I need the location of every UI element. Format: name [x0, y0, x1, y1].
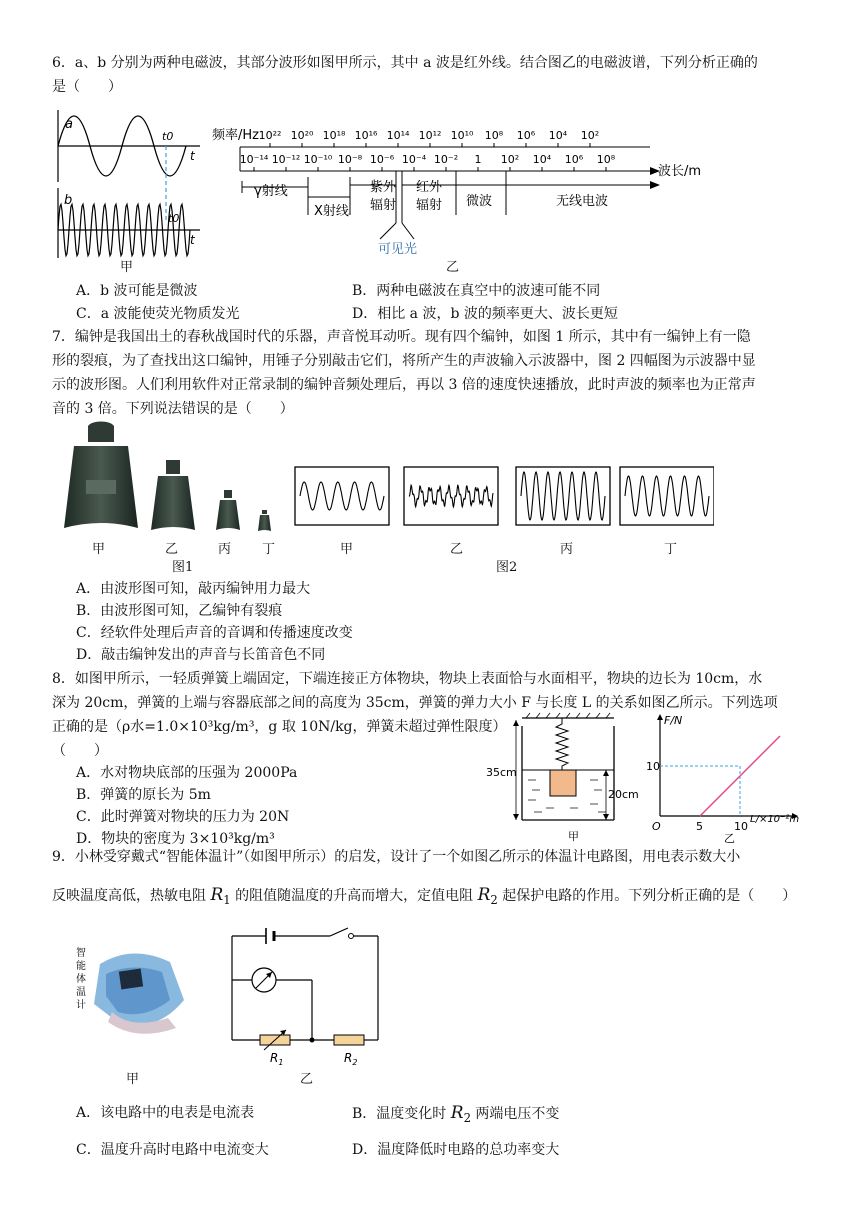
q8-figure-jia — [486, 712, 646, 846]
q6-stem-line2: 是（ ） — [52, 79, 122, 95]
bell-ding — [258, 510, 271, 531]
band-ir-line1: 红外 — [416, 180, 443, 195]
dim-35cm: 35cm — [486, 766, 517, 779]
resistor-r2 — [334, 1035, 364, 1045]
wave-tick-label: 10⁻⁴ — [401, 153, 427, 166]
q7-bell-label-ding: 丁 — [262, 542, 276, 557]
band-visible: 可见光 — [378, 242, 418, 255]
band-uv-line1: 紫外 — [370, 180, 397, 195]
device-label-char: 能 — [76, 961, 86, 972]
graph-y10: 10 — [646, 760, 660, 773]
q6-option-c: C．a 波能使荧光物质发光 — [76, 306, 240, 322]
q6-option-b: B．两种电磁波在真空中的波速可能不同 — [352, 283, 601, 299]
device-label-char: 体 — [76, 974, 86, 985]
q9-stem-line2: 反映温度高低，热敏电阻 $R_1$ 的阻值随温度的升高而增大，定值电阻 $R_2$ 起保护电路的作用。下列分析正确的是（ ） — [52, 885, 797, 907]
band-microwave: 微波 — [466, 194, 493, 209]
q9-figure-yi-circuit — [220, 920, 390, 1070]
q7-bell-label-yi: 乙 — [165, 542, 179, 557]
q7-stem-line3: 示的波形图。人们利用软件对正常录制的编钟音频处理后，再以 3 倍的速度快速播放，此时声波的频率也为正常声 — [52, 377, 756, 393]
band-ir-line2: 辐射 — [416, 198, 443, 213]
freq-tick-label: 10²⁰ — [290, 129, 314, 142]
wave-tick-label: 10⁻¹⁰ — [303, 153, 333, 166]
label-t-a: t — [190, 149, 195, 163]
label-r1: $R_1$ — [270, 1051, 284, 1067]
label-t0-a: t0 — [162, 130, 174, 143]
bell-jia — [64, 422, 138, 529]
label-t0-b: t0 — [168, 212, 180, 225]
q8-figure-yi-graph — [646, 710, 806, 846]
freq-tick-label: 10⁶ — [516, 129, 536, 142]
graph-x5: 5 — [696, 820, 703, 833]
q9-option-c: C．温度升高时电路中电流变大 — [76, 1142, 269, 1158]
q8-caption-yi: 乙 — [724, 832, 735, 845]
wave-tick-label: 10⁸ — [596, 153, 616, 166]
freq-tick-label: 10¹⁴ — [386, 129, 410, 142]
device-label-char: 计 — [76, 1000, 86, 1011]
freq-tick-label: 10² — [580, 129, 600, 142]
wave-tick-label: 10⁻⁶ — [369, 153, 395, 166]
label-t-b: t — [190, 233, 195, 247]
q6-option-d: D．相比 a 波，b 波的频率更大、波长更短 — [352, 306, 618, 322]
freq-tick-label: 10²² — [258, 129, 282, 142]
wave-tick-label: 10⁴ — [532, 153, 552, 166]
q7-figure1-bells — [58, 420, 288, 535]
q8-option-a: A．水对物块底部的压强为 2000Pa — [76, 765, 298, 781]
q7-bell-label-bing: 丙 — [218, 542, 232, 557]
wave-tick-label: 10⁻¹² — [271, 153, 301, 166]
waveform-ding — [625, 476, 709, 516]
q8-stem-line4: （ ） — [52, 743, 108, 759]
graph-x10: 10 — [734, 820, 748, 833]
q6-figure-yi-spectrum — [210, 115, 710, 255]
device-label-char: 温 — [76, 987, 86, 998]
wave-tick-label: 10² — [500, 153, 520, 166]
q7-stem-line4: 音的 3 倍。下列说法错误的是（ ） — [52, 401, 294, 417]
graph-xlabel: L/×10⁻²m — [750, 814, 800, 825]
label-a: a — [65, 117, 73, 132]
q7-wave-label-jia: 甲 — [340, 542, 354, 557]
q7-stem-line1: 7．编钟是我国出土的春秋战国时代的乐器，声音悦耳动听。现有四个编钟，如图 1 所示，其中有一编钟上有一隐 — [52, 329, 751, 345]
q6-caption-jia: 甲 — [120, 260, 134, 275]
waveform-yi — [409, 485, 493, 507]
freq-tick-label: 10⁸ — [484, 129, 504, 142]
freq-tick-label: 10¹⁶ — [354, 129, 378, 142]
q7-stem-line2: 形的裂痕，为了查找出这口编钟，用锤子分别敲击它们，将所产生的声波输入示波器中，图 2 四幅图为示波器中显 — [52, 353, 756, 369]
q6-stem-line1: 6．a、b 分别为两种电磁波，其部分波形如图甲所示，其中 a 波是红外线。结合图乙的电磁波谱，下列分析正确的 — [52, 55, 758, 71]
graph-origin: O — [652, 820, 661, 833]
q6-caption-yi: 乙 — [446, 260, 460, 275]
switch-lever — [330, 928, 348, 936]
device-label-char: 智 — [76, 948, 86, 959]
bell-bing — [216, 490, 240, 530]
q7-option-b: B．由波形图可知，乙编钟有裂痕 — [76, 603, 283, 619]
q7-wave-label-bing: 丙 — [560, 542, 574, 557]
q8-option-c: C．此时弹簧对物块的压力为 20N — [76, 809, 290, 825]
q8-caption-jia: 甲 — [568, 830, 579, 843]
q7-fig2-caption: 图2 — [496, 560, 518, 575]
waveform-jia — [300, 482, 384, 510]
q9-caption-jia: 甲 — [126, 1072, 140, 1087]
band-uv-line2: 辐射 — [370, 198, 397, 213]
q7-figure2-waveforms — [294, 466, 714, 528]
q7-fig1-caption: 图1 — [172, 560, 194, 575]
q9-stem-line1: 9．小林受穿戴式“智能体温计”（如图甲所示）的启发，设计了一个如图乙所示的体温计电路图，用电表示数大小 — [52, 849, 741, 865]
q8-stem-line1: 8．如图甲所示，一轻质弹簧上端固定，下端连接正方体物块，物块上表面恰与水面相平，物块的边长为 10cm，水 — [52, 671, 763, 687]
q8-option-b: B．弹簧的原长为 5m — [76, 787, 211, 803]
band-radio: 无线电波 — [556, 194, 609, 209]
band-gamma: γ射线 — [254, 184, 288, 199]
label-r2: $R_2$ — [344, 1051, 358, 1067]
label-b: b — [64, 193, 73, 208]
wave-tick-label: 10⁻¹⁴ — [239, 153, 269, 166]
switch-contact — [349, 934, 354, 939]
q9-option-a: A．该电路中的电表是电流表 — [76, 1105, 255, 1121]
freq-axis-label: 频率/Hz — [212, 128, 259, 143]
wave-tick-label: 10⁻² — [433, 153, 459, 166]
freq-tick-label: 10⁴ — [548, 129, 568, 142]
freq-tick-label: 10¹⁰ — [450, 129, 474, 142]
q7-bell-label-jia: 甲 — [92, 542, 106, 557]
q8-stem-line2: 深为 20cm，弹簧的上端与容器底部之间的高度为 35cm，弹簧的弹力大小 F 与长度 L 的关系如图乙所示。下列选项 — [52, 695, 778, 711]
wave-tick-label: 10⁻⁸ — [337, 153, 363, 166]
wave-axis-label: 波长/m — [658, 164, 702, 179]
q9-option-b: B．温度变化时 $R_2$ 两端电压不变 — [352, 1103, 560, 1125]
bell-yi — [151, 460, 195, 530]
q7-option-a: A．由波形图可知，敲丙编钟用力最大 — [76, 581, 311, 597]
q7-option-d: D．敲击编钟发出的声音与长笛音色不同 — [76, 647, 326, 663]
q8-option-d: D．物块的密度为 3×10³kg/m³ — [76, 831, 275, 847]
waveform-bing — [521, 472, 605, 520]
q9-figure-jia-device — [72, 944, 192, 1038]
wave-tick-label: 10⁶ — [564, 153, 584, 166]
band-xray: X射线 — [314, 204, 349, 219]
q8-stem-line3: 正确的是（ρ水=1.0×10³kg/m³，g 取 10N/kg，弹簧未超过弹性限度） — [52, 719, 507, 735]
q9-caption-yi: 乙 — [300, 1072, 314, 1087]
q9-option-d: D．温度降低时电路的总功率变大 — [352, 1142, 560, 1158]
q7-wave-label-ding: 丁 — [664, 542, 678, 557]
q6-figure-jia — [50, 100, 210, 270]
freq-tick-label: 10¹² — [418, 129, 442, 142]
q7-wave-label-yi: 乙 — [450, 542, 464, 557]
q6-option-a: A．b 波可能是微波 — [76, 283, 198, 299]
spring-zigzag — [556, 718, 568, 770]
cube-block — [550, 770, 576, 796]
dim-20cm: 20cm — [608, 788, 639, 801]
q7-option-c: C．经软件处理后声音的音调和传播速度改变 — [76, 625, 353, 641]
wave-tick-label: 1 — [474, 153, 482, 166]
freq-tick-label: 10¹⁸ — [322, 129, 346, 142]
graph-ylabel: F/N — [664, 714, 683, 727]
